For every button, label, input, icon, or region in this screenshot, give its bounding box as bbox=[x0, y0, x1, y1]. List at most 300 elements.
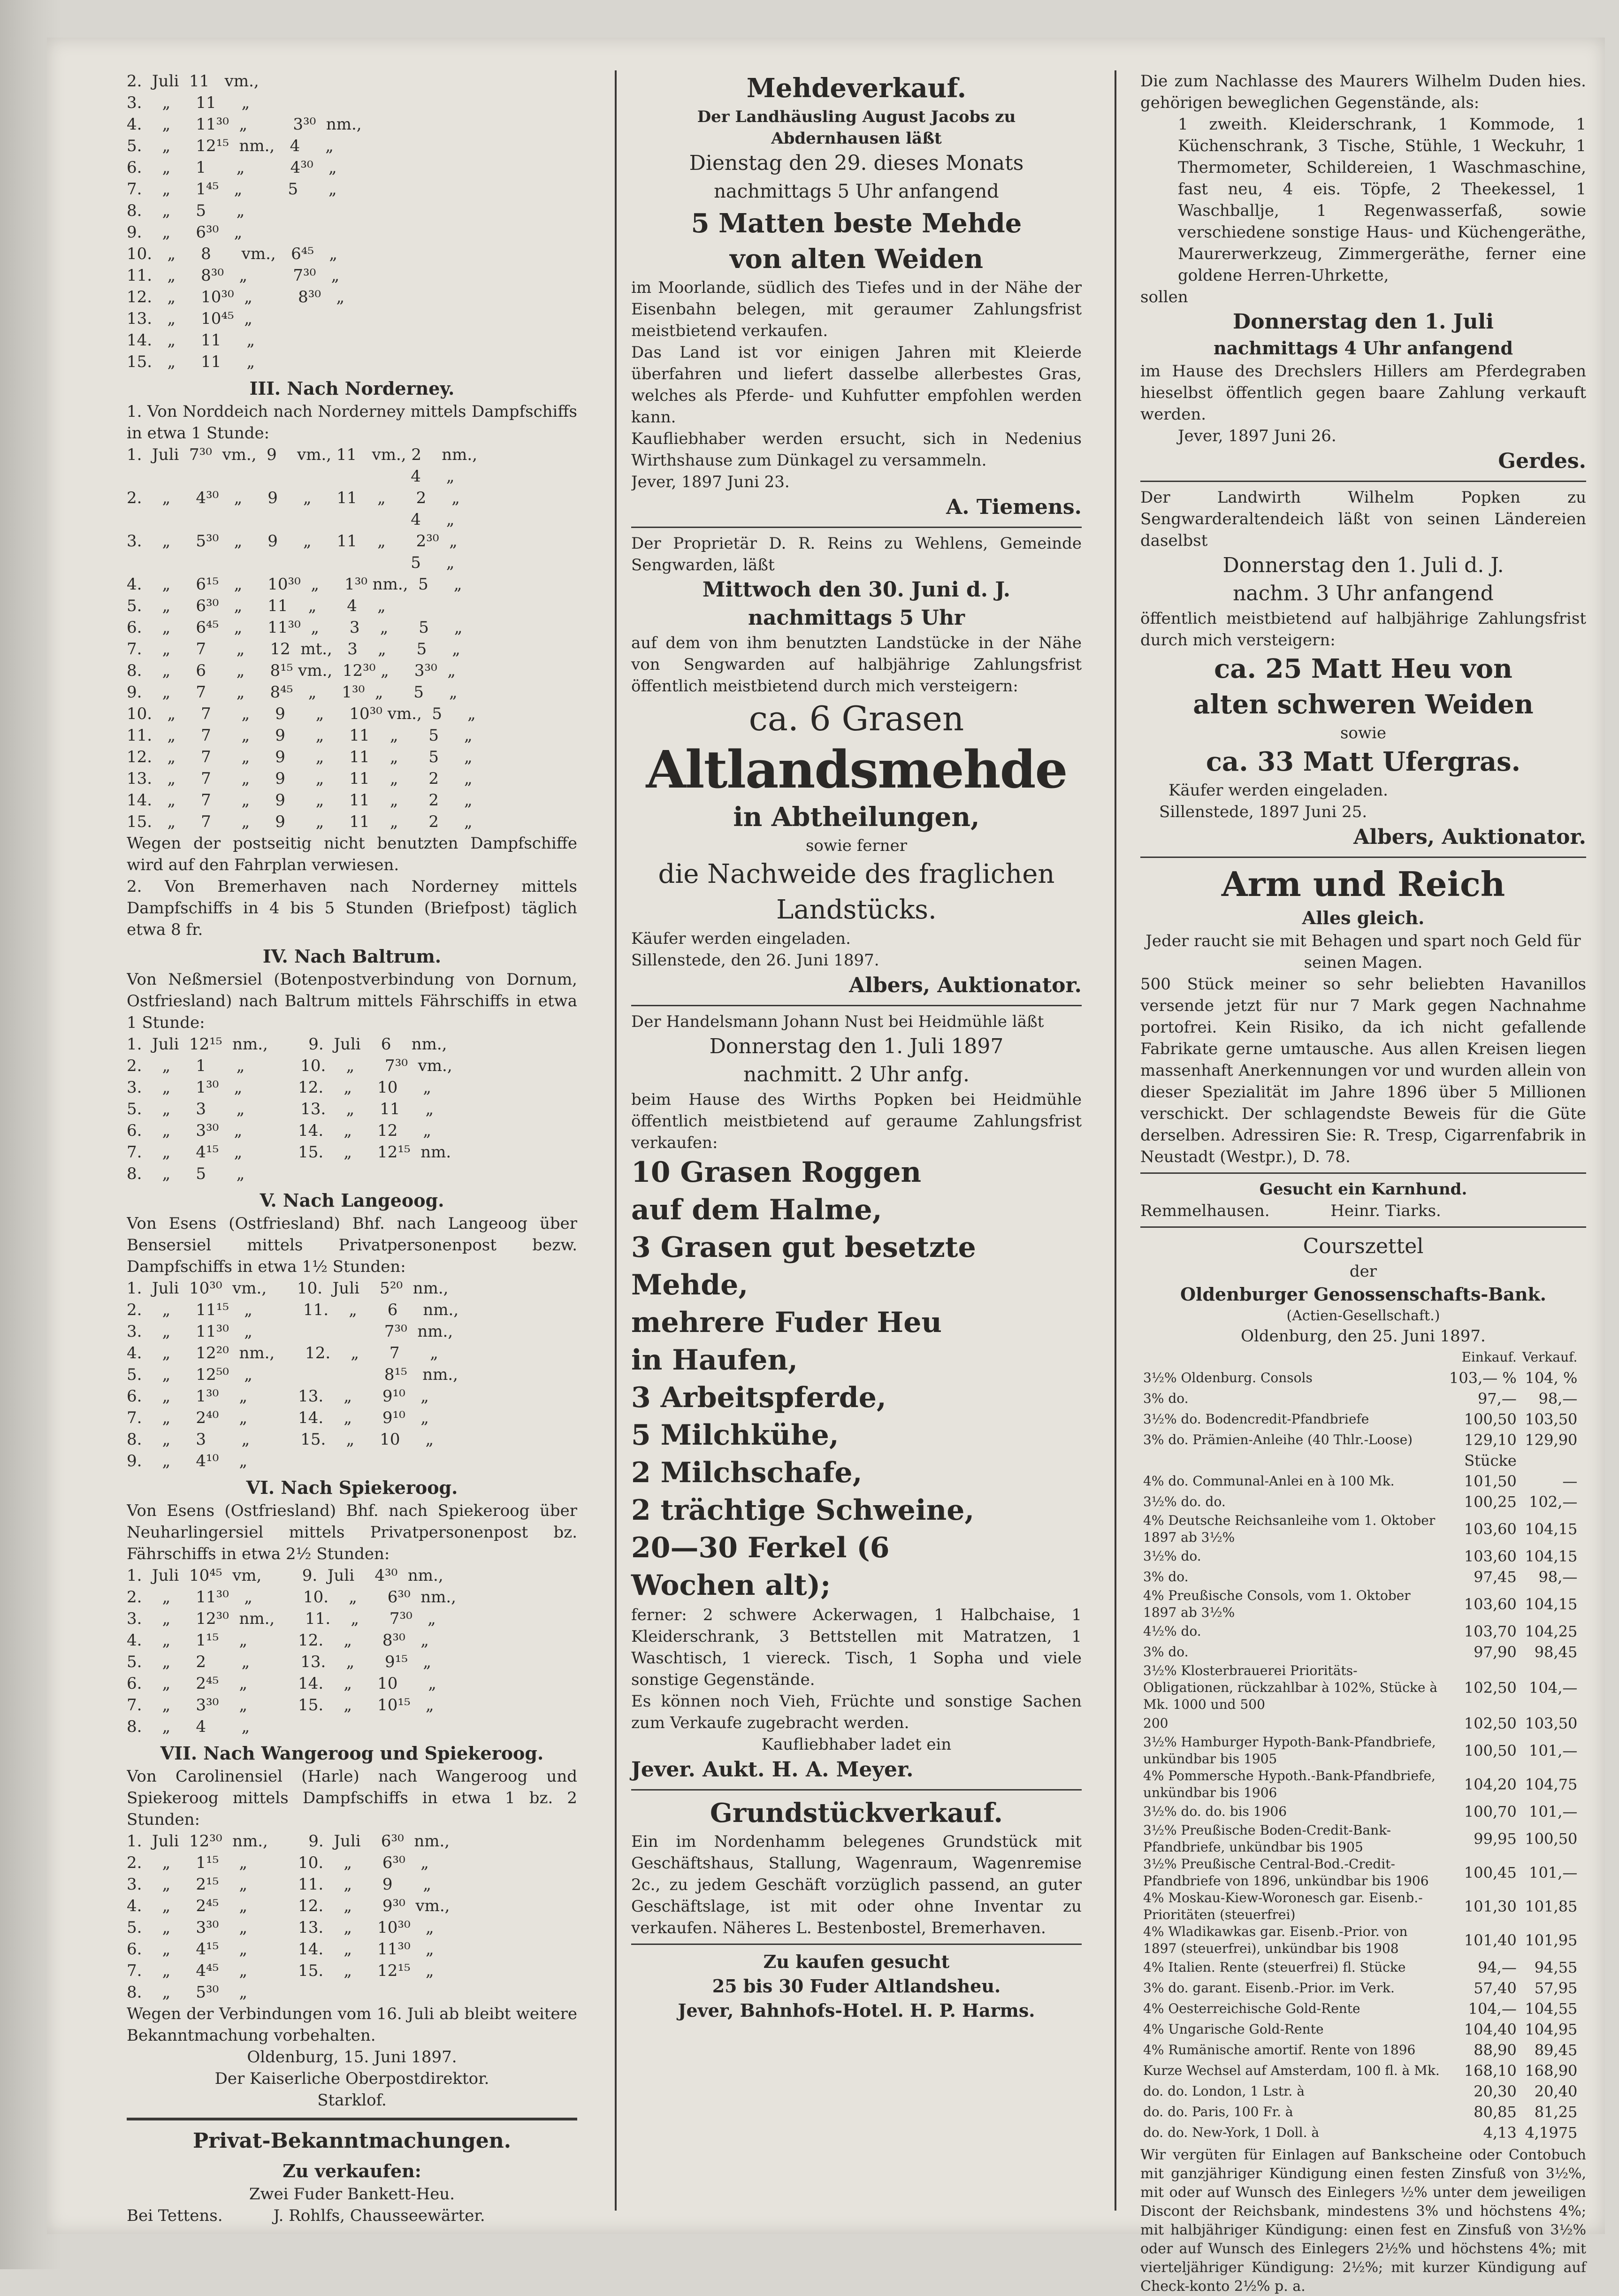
table-cell: 101,— bbox=[1529, 1864, 1578, 1882]
table-cell: 4% do. Communal-Anlei en à 100 Mk. bbox=[1143, 1473, 1395, 1489]
table-cell: 100,50 bbox=[1464, 1742, 1517, 1760]
ad-mehdeverkauf-title: Mehdeverkauf. bbox=[746, 73, 967, 104]
table-cell: 102,— bbox=[1529, 1493, 1578, 1511]
table-cell: 104,20 bbox=[1464, 1776, 1517, 1793]
ad5-body: 25 bis 30 Fuder Altlandsheu. bbox=[712, 1975, 1001, 1997]
ad2-time: nachmittags 5 Uhr bbox=[748, 606, 965, 630]
ad5-title: Zu kaufen gesucht bbox=[763, 1951, 950, 1972]
table-cell: Kurze Wechsel auf Amsterdam, 100 fl. à Mk. bbox=[1143, 2063, 1440, 2078]
schedule-row: 11. „ 8³⁰ „ 7³⁰ „ bbox=[127, 266, 340, 285]
table-row bbox=[1140, 1368, 1580, 1388]
schedule-row: 2. „ 11³⁰ „ 10. „ 6³⁰ nm., bbox=[127, 1588, 456, 1607]
table-cell: 103,50 bbox=[1525, 1714, 1578, 1732]
closing-note: Wegen der Verbindungen vom 16. Juli ab bleibt weitere Bekanntmachung vorbehalten. bbox=[127, 2005, 577, 2045]
section-divider bbox=[127, 2118, 577, 2120]
table-cell: 103,70 bbox=[1464, 1623, 1517, 1640]
table-cell: 104,40 bbox=[1464, 2020, 1517, 2038]
ad2-signature: Albers, Auktionator. bbox=[849, 973, 1082, 997]
ad1-offer-2: von alten Weiden bbox=[729, 244, 984, 275]
table-cell: 57,95 bbox=[1534, 1979, 1578, 1997]
table-cell: 102,50 bbox=[1464, 1714, 1517, 1732]
ad-divider bbox=[631, 1005, 1082, 1006]
ad4-title: Grundstückverkauf. bbox=[710, 1798, 1003, 1829]
schedule-row: 14. „ 7 „ 9 „ 11 „ 2 „ bbox=[127, 791, 473, 810]
schedule-row: 8. „ 5 „ bbox=[127, 1164, 245, 1183]
schedule-top-lines bbox=[127, 70, 577, 373]
table-header-cell: Einkauf. bbox=[1461, 1349, 1517, 1365]
langeoog-schedule bbox=[127, 1278, 577, 1472]
schedule-row: 3. „ 11³⁰ „ 7³⁰ nm., bbox=[127, 1322, 453, 1341]
popken-offer-3: ca. 33 Matt Ufergras. bbox=[1206, 746, 1521, 777]
schedule-row: 8. „ 3 „ 15. „ 10 „ bbox=[127, 1430, 434, 1449]
schedule-row: 14. „ 11 „ bbox=[127, 331, 255, 350]
table-cell: 104,25 bbox=[1525, 1623, 1578, 1640]
ad2-date: Mittwoch den 30. Juni d. J. bbox=[702, 578, 1011, 602]
schedule-row: 2. Juli 11 vm., bbox=[127, 72, 259, 91]
schedule-row: 10. „ 7 „ 9 „ 10³⁰ vm., 5 „ bbox=[127, 704, 476, 723]
table-header-cell: Verkauf. bbox=[1522, 1349, 1578, 1365]
schedule-row: 8. „ 4 „ bbox=[127, 1717, 250, 1736]
ad-divider bbox=[1140, 857, 1586, 858]
estate-sollen: sollen bbox=[1140, 288, 1188, 306]
ad1-place: Jever, 1897 Juni 23. bbox=[631, 473, 790, 491]
table-cell: 3½% Preußische Boden-Credit-Bank-Pfandbriefe, unkündbar bis 1905 bbox=[1143, 1822, 1391, 1855]
dog-ad-title: Gesucht ein Karnhund. bbox=[1259, 1180, 1467, 1199]
table-cell: 103,— % bbox=[1449, 1369, 1517, 1387]
ad1-signature: A. Tiemens. bbox=[946, 495, 1082, 519]
schedule-row: 3. „ 1³⁰ „ 12. „ 10 „ bbox=[127, 1078, 432, 1097]
exchange-rate-table bbox=[1140, 1347, 1580, 2143]
auction-item: 5 Milchkühe, bbox=[631, 1419, 839, 1452]
table-row bbox=[1140, 1512, 1580, 1546]
table-cell: 104,— bbox=[1468, 2000, 1517, 2018]
ad-divider bbox=[631, 1944, 1082, 1945]
table-row bbox=[1140, 2040, 1580, 2060]
spiekeroog-heading: VI. Nach Spiekeroog. bbox=[246, 1477, 458, 1498]
table-cell: 4% Italien. Rente (steuerfrei) fl. Stücke bbox=[1143, 1959, 1406, 1975]
ad-divider bbox=[1140, 1172, 1586, 1174]
table-cell: 102,50 bbox=[1464, 1679, 1517, 1697]
ad3-time: nachmitt. 2 Uhr anfg. bbox=[743, 1063, 970, 1087]
table-cell: 89,45 bbox=[1534, 2041, 1578, 2059]
table-cell: 3½% do. do. bis 1906 bbox=[1143, 1804, 1287, 1819]
ad3-body: beim Hause des Wirths Popken bei Heidmühle öffentlich meistbietend auf geraume Zahlungsfrist verkaufen: bbox=[631, 1090, 1082, 1152]
schedule-row: 6. „ 1 „ 4³⁰ „ bbox=[127, 158, 337, 177]
table-cell: 94,55 bbox=[1534, 1959, 1578, 1976]
table-cell: 103,50 bbox=[1525, 1410, 1578, 1428]
ad3-body-2: ferner: 2 schwere Ackerwagen, 1 Halbchaise, 1 Kleiderschrank, 3 Bettstellen mit Matratzen, 1 Waschtisch, 1 viereck. Tisch, 1 Sopha und viele sonstige Gegenstände. bbox=[631, 1606, 1082, 1689]
column-auction-ads bbox=[631, 70, 1082, 2023]
wangeroog-intro: Von Carolinensiel (Harle) nach Wangeroog und Spiekeroog mittels Dampfschiffs in etwa 1 bz. 2 Stunden: bbox=[127, 1767, 577, 1829]
table-cell: 4,1975 bbox=[1525, 2124, 1578, 2142]
table-row bbox=[1140, 1713, 1580, 1734]
table-row bbox=[1140, 1492, 1580, 1512]
signer: Starklof. bbox=[317, 2091, 387, 2110]
ad1-body-2: Das Land ist vor einigen Jahren mit Kleierde überfahren und liefert dasselbe allerbestes Gras, welches als Pferde- und Kuhfutter empfohlen werden kann. bbox=[631, 343, 1082, 427]
table-cell: 3% do. garant. Eisenb.-Prior. im Verk. bbox=[1143, 1980, 1395, 1996]
schedule-row: 5 „ bbox=[127, 553, 455, 572]
popken-intro: Der Landwirth Wilhelm Popken zu Sengwarderaltendeich läßt von seinen Ländereien daselbst bbox=[1140, 488, 1586, 550]
table-cell: 4% Pommersche Hypoth.-Bank-Pfandbriefe, unkündbar bis 1906 bbox=[1143, 1768, 1436, 1800]
ad2-intro: Der Proprietär D. R. Reins zu Wehlens, Gemeinde Sengwarden, läßt bbox=[631, 534, 1082, 574]
table-row bbox=[1140, 1768, 1580, 1801]
table-cell bbox=[1520, 1450, 1581, 1471]
popken-offer-2: alten schweren Weiden bbox=[1193, 689, 1534, 720]
cigar-ad-subtitle: Alles gleich. bbox=[1302, 907, 1425, 928]
table-cell: 3% do. bbox=[1143, 1644, 1189, 1660]
schedule-row: 4. „ 11³⁰ „ 3³⁰ nm., bbox=[127, 115, 362, 134]
table-cell: 101,50 bbox=[1464, 1472, 1517, 1490]
baltrum-heading: IV. Nach Baltrum. bbox=[262, 946, 442, 967]
ad3-body-3: Es können noch Vieh, Früchte und sonstige Sachen zum Verkaufe zugebracht werden. bbox=[631, 1692, 1082, 1732]
popken-body: öffentlich meistbietend auf halbjährige Zahlungsfrist durch mich versteigern: bbox=[1140, 609, 1586, 650]
table-row bbox=[1140, 2081, 1580, 2102]
auction-item: mehrere Fuder Heu bbox=[631, 1306, 942, 1339]
column-postal-schedule bbox=[127, 70, 577, 2227]
ad3-date: Donnerstag den 1. Juli 1897 bbox=[709, 1034, 1004, 1058]
table-cell: 81,25 bbox=[1534, 2103, 1578, 2121]
ad3-items bbox=[631, 1154, 1082, 1604]
norderney-intro: 1. Von Norddeich nach Norderney mittels Dampfschiffs in etwa 1 Stunde: bbox=[127, 402, 577, 443]
schedule-row: 13. „ 10⁴⁵ „ bbox=[127, 309, 252, 328]
norderney-heading: III. Nach Norderney. bbox=[249, 378, 455, 399]
table-cell: 101,95 bbox=[1525, 1931, 1578, 1949]
schedule-row: 12. „ 10³⁰ „ 8³⁰ „ bbox=[127, 288, 345, 306]
table-cell: 3½% Klosterbrauerei Prioritäts-Obligationen, rückzahlbar à 102%, Stücke à Mk. 1000 und 500 bbox=[1143, 1663, 1438, 1712]
table-row bbox=[1140, 1567, 1580, 1587]
auction-item: 2 Milchschafe, bbox=[631, 1456, 863, 1489]
table-cell: 97,45 bbox=[1474, 1568, 1517, 1586]
ad2-offer-4: die Nachweide des fraglichen bbox=[658, 859, 1055, 889]
ad2-sowie: sowie ferner bbox=[805, 836, 908, 855]
ad3-invite: Kaufliebhaber ladet ein bbox=[761, 1735, 952, 1754]
langeoog-intro: Von Esens (Ostfriesland) Bhf. nach Langeoog über Bensersiel mittels Privatpersonenpost bezw. Dampfschiffs in etwa 1½ Stunden: bbox=[127, 1214, 577, 1276]
wangeroog-heading: VII. Nach Wangeroog und Spiekeroog. bbox=[160, 1743, 544, 1764]
table-row bbox=[1140, 1662, 1580, 1713]
ad2-offer-2: Altlandsmehde bbox=[646, 739, 1067, 800]
auction-item: 3 Grasen gut besetzte bbox=[631, 1231, 976, 1264]
table-cell: 98,— bbox=[1538, 1568, 1578, 1586]
popken-time: nachm. 3 Uhr anfangend bbox=[1233, 582, 1494, 605]
rates-bank: Oldenburger Genossenschafts-Bank. bbox=[1180, 1284, 1547, 1305]
schedule-row: 7. „ 2⁴⁰ „ 14. „ 9¹⁰ „ bbox=[127, 1408, 429, 1427]
table-cell: 3½% do. Bodencredit-Pfandbriefe bbox=[1143, 1411, 1369, 1427]
table-cell: 80,85 bbox=[1474, 2103, 1517, 2121]
table-cell: 3½% Preußische Central-Bod.-Credit-Pfandbriefe von 1896, unkündbar bis 1906 bbox=[1143, 1856, 1429, 1889]
table-cell: 100,25 bbox=[1464, 1493, 1517, 1511]
table-row bbox=[1140, 1734, 1580, 1768]
schedule-row: 6. „ 4¹⁵ „ 14. „ 11³⁰ „ bbox=[127, 1940, 434, 1959]
ad1-time: nachmittags 5 Uhr anfangend bbox=[714, 181, 999, 202]
popken-invite: Käufer werden eingeladen. bbox=[1168, 781, 1388, 800]
table-row bbox=[1140, 2060, 1580, 2081]
table-cell: 104,15 bbox=[1525, 1520, 1578, 1538]
estate-intro: Die zum Nachlasse des Maurers Wilhelm Duden hies. gehörigen beweglichen Gegenstände, als: bbox=[1140, 72, 1586, 112]
schedule-row: 6. „ 3³⁰ „ 14. „ 12 „ bbox=[127, 1121, 432, 1140]
table-cell: 100,50 bbox=[1464, 1410, 1517, 1428]
table-cell: 94,— bbox=[1477, 1959, 1517, 1976]
schedule-row: 12. „ 7 „ 9 „ 11 „ 5 „ bbox=[127, 748, 473, 766]
schedule-row: 8. „ 5 „ bbox=[127, 201, 245, 220]
table-cell: 98,— bbox=[1538, 1390, 1578, 1408]
schedule-row: 5. „ 2 „ 13. „ 9¹⁵ „ bbox=[127, 1653, 431, 1671]
table-cell: 168,90 bbox=[1525, 2062, 1578, 2080]
norderney-note: Wegen der postseitig nicht benutzten Dampfschiffe wird auf den Fahrplan verwiesen. bbox=[127, 834, 577, 874]
ad1-offer-1: 5 Matten beste Mehde bbox=[691, 208, 1022, 239]
private-notices-heading: Privat-Bekanntmachungen. bbox=[192, 2129, 512, 2153]
rates-date: Oldenburg, den 25. Juni 1897. bbox=[1241, 1327, 1486, 1346]
ad1-intro: Der Landhäusling August Jacobs zu Abdernhausen läßt bbox=[697, 107, 1016, 148]
schedule-row: 1. Juli 10³⁰ vm., 10. Juli 5²⁰ nm., bbox=[127, 1279, 449, 1298]
schedule-row: 4. „ 12²⁰ nm., 12. „ 7 „ bbox=[127, 1344, 438, 1362]
table-cell: 101,— bbox=[1529, 1803, 1578, 1821]
schedule-row: 5. „ 12¹⁵ nm., 4 „ bbox=[127, 137, 334, 155]
column-ads-and-rates bbox=[1140, 70, 1586, 2296]
schedule-row: 9. „ 6³⁰ „ bbox=[127, 223, 243, 242]
table-cell: 129,10 bbox=[1464, 1431, 1517, 1449]
table-cell: 104,15 bbox=[1525, 1595, 1578, 1613]
schedule-row: 5. „ 3³⁰ „ 13. „ 10³⁰ „ bbox=[127, 1918, 434, 1937]
table-cell bbox=[1140, 1450, 1446, 1471]
schedule-row: 4. „ 2⁴⁵ „ 12. „ 9³⁰ vm., bbox=[127, 1897, 450, 1915]
table-cell: 4% Preußische Consols, vom 1. Oktober 1897 ab 3½% bbox=[1143, 1588, 1411, 1620]
rates-title: Courszettel bbox=[1303, 1234, 1424, 1258]
table-cell: 4% Moskau-Kiew-Woronesch gar. Eisenb.-Prioritäten (steuerfrei) bbox=[1143, 1890, 1423, 1922]
schedule-row: 2. „ 1 „ 10. „ 7³⁰ vm., bbox=[127, 1056, 452, 1075]
schedule-row: 6. „ 2⁴⁵ „ 14. „ 10 „ bbox=[127, 1674, 436, 1693]
table-cell: 3% do. bbox=[1143, 1569, 1189, 1584]
schedule-row: 7. „ 3³⁰ „ 15. „ 10¹⁵ „ bbox=[127, 1696, 434, 1714]
table-cell: 104,— bbox=[1529, 1679, 1578, 1697]
auction-item: auf dem Halme, bbox=[631, 1194, 882, 1226]
table-cell: 20,30 bbox=[1474, 2082, 1517, 2100]
table-cell: 168,10 bbox=[1464, 2062, 1517, 2080]
cigar-ad-body: 500 Stück meiner so sehr beliebten Havanillos versende jetzt für nur 7 Mark gegen Nachnahme portofrei. Kein Risiko, da ich nicht gefallende Fabrikate gerne umtausche. Aus allen Kreisen liegen massenhaft Anerkennungen vor und wurden allein von dieser Spezialität im Jahre 1896 über 5 Millionen verschickt. Der schlagendste Beweis für die Güte derselben. Adressiren Sie: R. Tresp, Cigarrenfabrik in Neustadt (Westpr.), D. 78. bbox=[1140, 975, 1586, 1166]
ad2-offer-3: in Abtheilungen, bbox=[733, 802, 980, 833]
table-cell: 104,95 bbox=[1525, 2020, 1578, 2038]
schedule-row: 3. „ 2¹⁵ „ 11. „ 9 „ bbox=[127, 1875, 431, 1894]
table-cell: 3% do. Prämien-Anleihe (40 Thlr.-Loose) bbox=[1143, 1432, 1413, 1447]
schedule-row: 8. „ 6 „ 8¹⁵ vm., 12³⁰ „ 3³⁰ „ bbox=[127, 661, 456, 680]
ad-divider bbox=[1140, 481, 1586, 482]
schedule-row: 11. „ 7 „ 9 „ 11 „ 5 „ bbox=[127, 726, 473, 745]
schedule-row: 3. „ 12³⁰ nm., 11. „ 7³⁰ „ bbox=[127, 1609, 436, 1628]
table-row bbox=[1140, 1621, 1580, 1642]
table-cell: 100,45 bbox=[1464, 1864, 1517, 1882]
norderney-bremerhaven: 2. Von Bremerhaven nach Norderney mittels Dampfschiffs in 4 bis 5 Stunden (Briefpost) täglich etwa 8 fr. bbox=[127, 877, 577, 939]
schedule-row: 7. „ 4¹⁵ „ 15. „ 12¹⁵ nm. bbox=[127, 1143, 451, 1162]
schedule-row: 2. „ 4³⁰ „ 9 „ 11 „ 2 „ bbox=[127, 489, 460, 507]
estate-signature: Gerdes. bbox=[1498, 449, 1586, 473]
table-row bbox=[1140, 1998, 1580, 2019]
schedule-row: 5. „ 3 „ 13. „ 11 „ bbox=[127, 1100, 434, 1118]
schedule-row: 13. „ 7 „ 9 „ 11 „ 2 „ bbox=[127, 769, 473, 788]
table-cell: 104,75 bbox=[1525, 1776, 1578, 1793]
auction-item: Mehde, bbox=[631, 1269, 748, 1301]
schedule-row: 15. „ 7 „ 9 „ 11 „ 2 „ bbox=[127, 812, 473, 831]
schedule-row: 5. „ 6³⁰ „ 11 „ 4 „ bbox=[127, 597, 386, 615]
table-cell: 129,90 bbox=[1525, 1431, 1578, 1449]
hay-ad: Zwei Fuder Bankett-Heu. bbox=[249, 2185, 455, 2204]
table-cell: 100,50 bbox=[1525, 1830, 1578, 1848]
table-header-row bbox=[1140, 1347, 1580, 1368]
schedule-row: 2. „ 11¹⁵ „ 11. „ 6 nm., bbox=[127, 1301, 459, 1319]
baltrum-intro: Von Neßmersiel (Botenpostverbindung von Dornum, Ostfriesland) nach Baltrum mittels Fährschiffs in etwa 1 Stunde: bbox=[127, 970, 577, 1032]
rates-der: der bbox=[1349, 1262, 1377, 1281]
schedule-row: 10. „ 8 vm., 6⁴⁵ „ bbox=[127, 245, 338, 263]
auction-item: 3 Arbeitspferde, bbox=[631, 1381, 886, 1414]
table-cell: 3% do. bbox=[1143, 1391, 1189, 1406]
estate-items: 1 zweith. Kleiderschrank, 1 Kommode, 1 Küchenschrank, 3 Tische, Stühle, 1 Weckuhr, 1 Thermometer, Schildereien, 1 Waschmaschine, fast neu, 4 eis. Töpfe, 2 Theekessel, 1 Waschballje, 1 Regenwasserfaß, sowie verschiedene sonstige Haus- und Küchengeräthe, Maurerwerkzeug, Zimmergeräthe, ferner eine goldene Herren-Uhrkette, bbox=[1178, 115, 1586, 285]
ad-divider bbox=[631, 527, 1082, 528]
ad2-offer-5: Landstücks. bbox=[776, 895, 937, 925]
auction-item: 10 Grasen Roggen bbox=[631, 1156, 922, 1189]
table-cell: 4% Ungarische Gold-Rente bbox=[1143, 2021, 1324, 2037]
table-row bbox=[1140, 1822, 1580, 1856]
langeoog-heading: V. Nach Langeoog. bbox=[260, 1190, 444, 1211]
table-row bbox=[1140, 1450, 1580, 1471]
rates-footnote: Wir vergüten für Einlagen auf Bankscheine oder Contobuch mit ganzjähriger Kündigung einen festen Zinsfuß von 3½%, mit oder auf Wunsch des Einlegers ½% unter dem jeweiligen Discont der Reichsbank, mindestens 3% und höchstens 4%; mit halbjähriger Kündigung: einen fest en Zinsfuß von 3½% oder auf Wunsch des Einlegers 2½% und höchstens 4%; mit vierteljähriger Kündigung: 2½%; mit kurzer Kündigung auf Check-konto 2½% p. a. bbox=[1140, 2147, 1586, 2295]
schedule-row: 7. „ 4⁴⁵ „ 15. „ 12¹⁵ „ bbox=[127, 1961, 434, 1980]
auction-item: Wochen alt); bbox=[631, 1569, 831, 1602]
schedule-row: 4. „ 1¹⁵ „ 12. „ 8³⁰ „ bbox=[127, 1631, 429, 1650]
ad2-body: auf dem von ihm benutzten Landstücke in der Nähe von Sengwarden auf halbjährige Zahlungsfrist öffentlich meistbietend durch mich versteigern: bbox=[631, 634, 1082, 696]
table-row bbox=[1140, 1890, 1580, 1923]
schedule-row: 4 „ bbox=[127, 510, 455, 529]
schedule-row: 1. Juli 12¹⁵ nm., 9. Juli 6 nm., bbox=[127, 1035, 447, 1054]
table-cell: 104,55 bbox=[1525, 2000, 1578, 2018]
table-row bbox=[1140, 2019, 1580, 2040]
ad-divider bbox=[631, 1789, 1082, 1791]
schedule-row: 2. „ 1¹⁵ „ 10. „ 6³⁰ „ bbox=[127, 1853, 429, 1872]
ad3-signature: Jever. Aukt. H. A. Meyer. bbox=[631, 1758, 914, 1782]
table-cell: 104, % bbox=[1525, 1369, 1578, 1387]
ad3-intro: Der Handelsmann Johann Nust bei Heidmühle läßt bbox=[631, 1012, 1044, 1031]
table-cell: 3½% do. do. bbox=[1143, 1494, 1226, 1509]
ad2-place: Sillenstede, den 26. Juni 1897. bbox=[631, 951, 879, 970]
authority: Der Kaiserliche Oberpostdirektor. bbox=[214, 2069, 489, 2088]
popken-offer-1: ca. 25 Matt Heu von bbox=[1214, 653, 1512, 684]
table-cell: 88,90 bbox=[1474, 2041, 1517, 2059]
popken-date: Donnerstag den 1. Juli d. J. bbox=[1222, 553, 1504, 577]
table-cell: do. do. London, 1 Lstr. à bbox=[1143, 2083, 1305, 2099]
schedule-row: 6. „ 1³⁰ „ 13. „ 9¹⁰ „ bbox=[127, 1387, 429, 1406]
place-date: Oldenburg, 15. Juni 1897. bbox=[247, 2048, 457, 2066]
ad-divider bbox=[1140, 1226, 1586, 1228]
table-cell: 104,15 bbox=[1525, 1547, 1578, 1565]
table-cell: 4% Rumänische amortif. Rente von 1896 bbox=[1143, 2042, 1416, 2058]
table-cell: 4% Wladikawkas gar. Eisenb.-Prior. von 1897 (steuerfrei), unkündbar bis 1908 bbox=[1143, 1924, 1408, 1956]
table-row bbox=[1140, 1978, 1580, 1998]
spiekeroog-schedule bbox=[127, 1565, 577, 1737]
table-row bbox=[1140, 1587, 1580, 1621]
table-cell: 99,95 bbox=[1474, 1830, 1517, 1848]
auction-item: 2 trächtige Schweine, bbox=[631, 1494, 975, 1527]
ad4-body: Ein im Nordenhamm belegenes Grundstück mit Geschäftshaus, Stallung, Wagenraum, Wagenremise 2c., zu jedem Geschäft vorzüglich passend, an guter Geschäftslage, ist mit oder ohne Inventar zu verkaufen. Näheres L. Bestenbostel, Bremerhaven. bbox=[631, 1832, 1082, 1937]
ad1-body: im Moorlande, südlich des Tiefes und in der Nähe der Eisenbahn belegen, mit geraumer Zahlungsfrist meistbietend verkaufen. bbox=[631, 278, 1082, 340]
table-cell: 200 bbox=[1143, 1715, 1168, 1731]
table-cell: Stücke bbox=[1464, 1452, 1517, 1469]
table-cell: 97,90 bbox=[1474, 1643, 1517, 1661]
table-cell: 3½% Hamburger Hypoth-Bank-Pfandbriefe, unkündbar bis 1905 bbox=[1143, 1734, 1436, 1767]
table-cell: 97,— bbox=[1477, 1390, 1517, 1408]
estate-body: im Hause des Drechslers Hillers am Pferdegraben hieselbst öffentlich gegen baare Zahlung verkauft werden. bbox=[1140, 362, 1586, 424]
column-rule-1 bbox=[615, 70, 617, 2211]
schedule-row: 7. „ 7 „ 12 mt., 3 „ 5 „ bbox=[127, 640, 460, 658]
table-row bbox=[1140, 1642, 1580, 1662]
cigar-ad-slogan: Jeder raucht sie mit Behagen und spart noch Geld für seinen Magen. bbox=[1146, 932, 1581, 972]
ad1-body-3: Kaufliebhaber werden ersucht, sich in Nedenius Wirthshause zum Dünkagel zu versammeln. bbox=[631, 429, 1082, 470]
table-row bbox=[1140, 1388, 1580, 1409]
table-cell: do. do. New-York, 1 Doll. à bbox=[1143, 2125, 1320, 2140]
baltrum-schedule bbox=[127, 1033, 577, 1185]
schedule-row: 7. „ 1⁴⁵ „ 5 „ bbox=[127, 180, 337, 199]
table-cell: 4,13 bbox=[1483, 2124, 1517, 2142]
ad2-offer-1: ca. 6 Grasen bbox=[748, 699, 964, 738]
table-row bbox=[1140, 2102, 1580, 2122]
estate-time: nachmittags 4 Uhr anfangend bbox=[1213, 337, 1513, 359]
popken-place: Sillenstede, 1897 Juni 25. bbox=[1159, 803, 1367, 821]
rates-company-type: (Actien-Gesellschaft.) bbox=[1286, 1308, 1440, 1324]
schedule-row: 6. „ 6⁴⁵ „ 11³⁰ „ 3 „ 5 „ bbox=[127, 618, 463, 637]
ad5-signature: Jever, Bahnhofs-Hotel. H. P. Harms. bbox=[678, 2000, 1035, 2021]
for-sale-heading: Zu verkaufen: bbox=[283, 2160, 421, 2181]
ad2-invite: Käufer werden eingeladen. bbox=[631, 929, 851, 948]
table-cell: 3½% Oldenburg. Consols bbox=[1143, 1370, 1313, 1385]
norderney-schedule bbox=[127, 444, 577, 833]
schedule-row: 4. „ 6¹⁵ „ 10³⁰ „ 1³⁰ nm., 5 „ bbox=[127, 575, 462, 594]
table-cell: 57,40 bbox=[1474, 1979, 1517, 1997]
schedule-row: 3. „ 11 „ bbox=[127, 93, 250, 112]
schedule-row: 1. Juli 7³⁰ vm., 9 vm., 11 vm., 2 nm., bbox=[127, 445, 478, 464]
hay-ad-sign: Bei Tettens. J. Rohlfs, Chausseewärter. bbox=[127, 2206, 485, 2225]
table-row bbox=[1140, 1430, 1580, 1450]
table-cell: 98,45 bbox=[1534, 1643, 1578, 1661]
schedule-row: 3. „ 5³⁰ „ 9 „ 11 „ 2³⁰ „ bbox=[127, 532, 458, 551]
schedule-row: 15. „ 11 „ bbox=[127, 352, 255, 371]
table-cell: 101,30 bbox=[1464, 1898, 1517, 1915]
table-cell: 103,60 bbox=[1464, 1547, 1517, 1565]
wangeroog-schedule bbox=[127, 1830, 577, 2003]
table-row bbox=[1140, 1409, 1580, 1430]
spiekeroog-intro: Von Esens (Ostfriesland) Bhf. nach Spiekeroog über Neuharlingersiel mittels Privatpersonenpost bz. Fährschiffs in etwa 2½ Stunden: bbox=[127, 1501, 577, 1563]
table-cell: 3½% do. bbox=[1143, 1548, 1201, 1564]
table-row bbox=[1140, 1801, 1580, 1822]
column-rule-2 bbox=[1115, 70, 1116, 2211]
table-row bbox=[1140, 1546, 1580, 1567]
schedule-row: 1. Juli 12³⁰ nm., 9. Juli 6³⁰ nm., bbox=[127, 1832, 450, 1851]
table-row bbox=[1140, 2122, 1580, 2143]
table-cell: do. do. Paris, 100 Fr. à bbox=[1143, 2104, 1293, 2120]
estate-place: Jever, 1897 Juni 26. bbox=[1178, 427, 1336, 445]
table-cell: 101,40 bbox=[1464, 1931, 1517, 1949]
table-cell: 103,60 bbox=[1464, 1595, 1517, 1613]
schedule-row: 5. „ 12⁵⁰ „ 8¹⁵ nm., bbox=[127, 1365, 458, 1384]
table-cell: 100,70 bbox=[1464, 1803, 1517, 1821]
popken-sowie: sowie bbox=[1340, 724, 1386, 742]
table-cell: — bbox=[1562, 1472, 1578, 1490]
schedule-row: 9. „ 4¹⁰ „ bbox=[127, 1452, 248, 1470]
estate-date: Donnerstag den 1. Juli bbox=[1233, 310, 1494, 334]
popken-signature: Albers, Auktionator. bbox=[1353, 825, 1586, 849]
table-cell: 4% Deutsche Reichsanleihe vom 1. Oktober 1897 ab 3½% bbox=[1143, 1513, 1436, 1545]
table-cell: 20,40 bbox=[1534, 2082, 1578, 2100]
table-row bbox=[1140, 1957, 1580, 1978]
table-cell: 4½% do. bbox=[1143, 1623, 1201, 1639]
table-cell: 103,60 bbox=[1464, 1520, 1517, 1538]
table-header-cell bbox=[1140, 1347, 1446, 1368]
table-row bbox=[1140, 1471, 1580, 1492]
